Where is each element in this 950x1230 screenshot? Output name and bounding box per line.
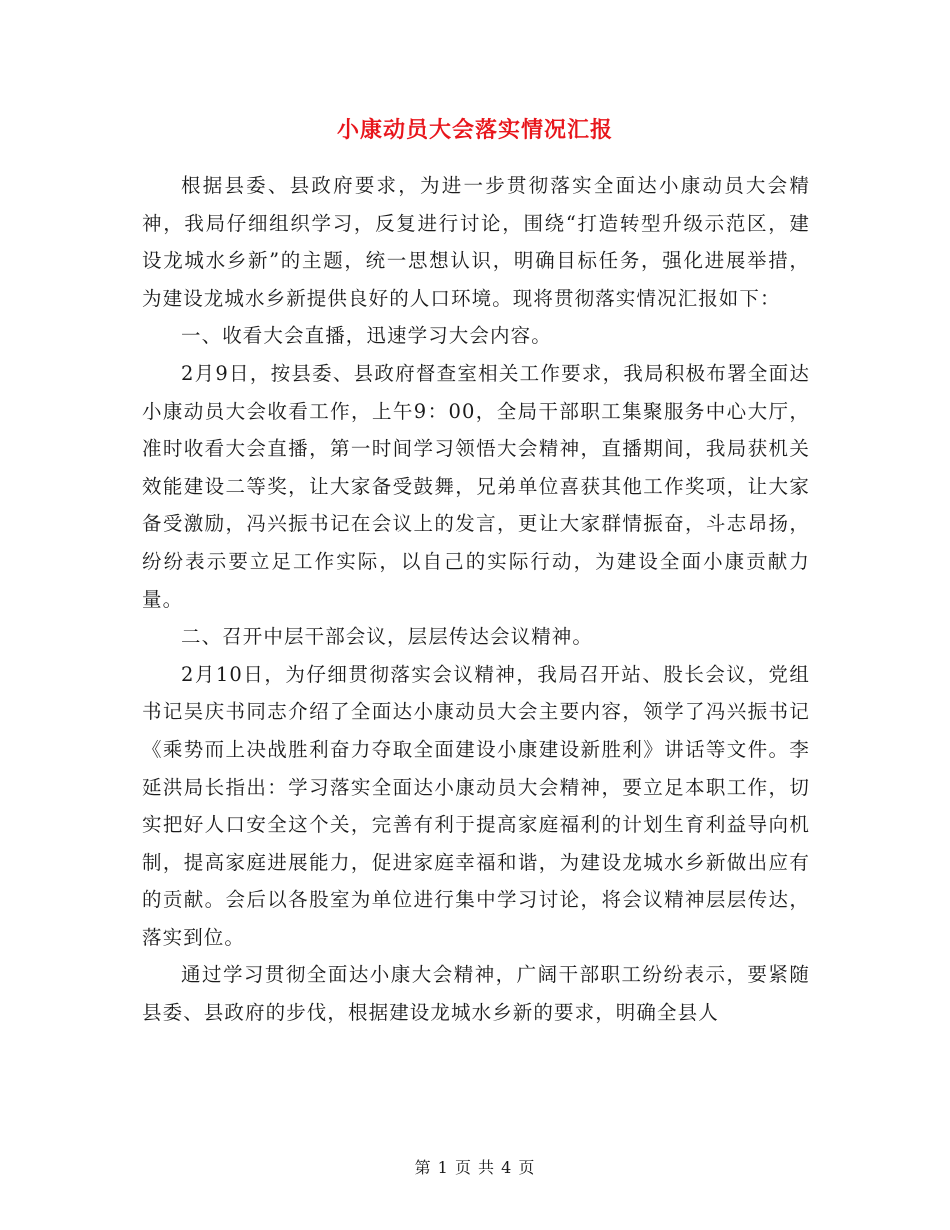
document-body — [142, 167, 810, 1032]
page-number-footer: 第 1 页 共 4 页 — [414, 1158, 536, 1177]
paragraph-intro: 根据县委、县政府要求，为进一步贯彻落实全面达小康动员大会精神，我局仔细组织学习，反复进行讨论，围绕“打造转型升级示范区，建设龙城水乡新”的主题，统一思想认识，明确目标任务，强化进展举措，为建设龙城水乡新提供良好的人口环境。现将贯彻落实情况汇报如下： — [142, 174, 810, 310]
paragraph-section-1: 2月9日，按县委、县政府督查室相关工作要求，我局积极布署全面达小康动员大会收看工作，上午9：00，全局干部职工集聚服务中心大厅，准时收看大会直播，第一时间学习领悟大会精神，直播期间，我局获机关效能建设二等奖，让大家备受鼓舞，兄弟单位喜获其他工作奖项，让大家备受激励，冯兴振书记在会议上的发言，更让大家群情振奋，斗志昂扬，纷纷表示要立足工作实际，以自己的实际行动，为建设全面小康贡献力量。 — [142, 361, 810, 611]
paragraph-section-2: 2月10日，为仔细贯彻落实会议精神，我局召开站、股长会议，党组书记吴庆书同志介绍了全面达小康动员大会主要内容，领学了冯兴振书记《乘势而上决战胜利奋力夺取全面建设小康建设新胜利》讲话等文件。李延洪局长指出：学习落实全面达小康动员大会精神，要立足本职工作，切实把好人口安全这个关，完善有利于提高家庭福利的计划生育利益导向机制，提高家庭进展能力，促进家庭幸福和谐，为建设龙城水乡新做出应有的贡献。会后以各股室为单位进行集中学习讨论，将会议精神层层传达，落实到位。 — [142, 662, 810, 949]
section-heading-1: 一、收看大会直播，迅速学习大会内容。 — [181, 324, 552, 348]
document-title: 小康动员大会落实情况汇报 — [336, 118, 613, 143]
paragraph-conclusion: 通过学习贯彻全面达小康大会精神，广阔干部职工纷纷表示，要紧随县委、县政府的步伐，根据建设龙城水乡新的要求，明确全县人 — [142, 963, 810, 1025]
section-heading-2: 二、召开中层干部会议，层层传达会议精神。 — [181, 625, 594, 649]
